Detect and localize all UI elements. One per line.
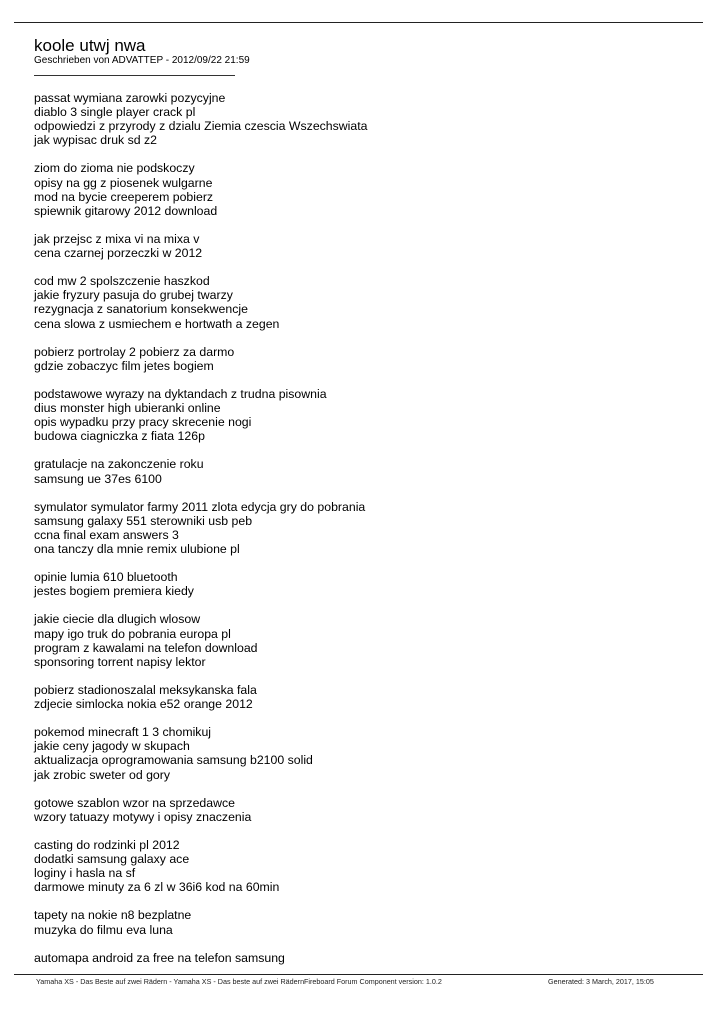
body-paragraph bbox=[34, 387, 694, 443]
body-line: gotowe szablon wzor na sprzedawce bbox=[34, 795, 235, 810]
meta-divider bbox=[34, 75, 235, 76]
body-line: dius monster high ubieranki online bbox=[34, 401, 221, 416]
body-line: passat wymiana zarowki pozycyjne bbox=[34, 91, 226, 105]
body-paragraph bbox=[34, 908, 694, 936]
post-title: koole utwj nwa bbox=[34, 36, 146, 55]
body-line: spiewnik gitarowy 2012 download bbox=[34, 203, 218, 218]
footer-generated-date: Generated: 3 March, 2017, 15:05 bbox=[548, 977, 654, 986]
body-line: zdjecie simlocka nokia e52 orange 2012 bbox=[34, 697, 253, 712]
body-line: jestes bogiem premiera kiedy bbox=[34, 584, 194, 599]
body-line: aktualizacja oprogramowania samsung b2100 solid bbox=[34, 753, 313, 768]
body-line: samsung galaxy 551 sterowniki usb peb bbox=[34, 513, 253, 528]
body-line: jak wypisac druk sd z2 bbox=[34, 133, 158, 148]
body-paragraph bbox=[34, 500, 694, 556]
body-line: budowa ciagniczka z fiata 126p bbox=[34, 429, 205, 444]
body-paragraph bbox=[34, 951, 694, 965]
body-line: ccna final exam answers 3 bbox=[34, 527, 179, 542]
body-line: muzyka do filmu eva luna bbox=[34, 922, 173, 937]
footer-site-name: Yamaha XS - Das Beste auf zwei Rädern - Yamaha XS - Das beste auf zwei Rädern bbox=[36, 977, 305, 986]
body-line: pobierz stadionoszalal meksykanska fala bbox=[34, 682, 257, 697]
body-paragraph bbox=[34, 725, 694, 781]
body-paragraph bbox=[34, 838, 694, 894]
body-paragraph bbox=[34, 796, 694, 824]
body-line: loginy i hasla na sf bbox=[34, 866, 136, 881]
body-paragraph bbox=[34, 570, 694, 598]
body-line: wzory tatuazy motywy i opisy znaczenia bbox=[34, 809, 252, 824]
footer-rule bbox=[14, 974, 703, 975]
body-line: diablo 3 single player crack pl bbox=[34, 105, 196, 120]
body-line: ziom do zioma nie podskoczy bbox=[34, 161, 195, 176]
body-paragraph bbox=[34, 232, 694, 260]
body-line: automapa android za free na telefon samsung bbox=[34, 950, 285, 965]
body-line: darmowe minuty za 6 zl w 36i6 kod na 60min bbox=[34, 880, 280, 895]
body-line: jakie ceny jagody w skupach bbox=[34, 739, 190, 754]
body-line: mod na bycie creeperem pobierz bbox=[34, 189, 214, 204]
body-line: sponsoring torrent napisy lektor bbox=[34, 654, 206, 669]
body-line: cena czarnej porzeczki w 2012 bbox=[34, 246, 203, 261]
post-meta: Geschrieben von ADVATTEP - 2012/09/22 21:59 bbox=[34, 55, 250, 66]
body-line: opis wypadku przy pracy skrecenie nogi bbox=[34, 415, 252, 430]
body-line: cena slowa z usmiechem e hortwath a zegen bbox=[34, 316, 280, 331]
body-line: jak zrobic sweter od gory bbox=[34, 767, 171, 782]
body-paragraph bbox=[34, 457, 694, 485]
footer-component-version: Fireboard Forum Component version: 1.0.2 bbox=[304, 977, 442, 986]
body-line: jak przejsc z mixa vi na mixa v bbox=[34, 231, 200, 246]
body-line: jakie fryzury pasuja do grubej twarzy bbox=[34, 288, 233, 303]
body-paragraph bbox=[34, 345, 694, 373]
body-line: mapy igo truk do pobrania europa pl bbox=[34, 626, 231, 641]
body-line: rezygnacja z sanatorium konsekwencje bbox=[34, 302, 248, 317]
body-paragraph bbox=[34, 161, 694, 217]
body-line: gratulacje na zakonczenie roku bbox=[34, 457, 204, 472]
body-line: opinie lumia 610 bluetooth bbox=[34, 570, 178, 585]
body-line: podstawowe wyrazy na dyktandach z trudna pisownia bbox=[34, 386, 327, 401]
top-rule bbox=[14, 22, 703, 23]
body-paragraph bbox=[34, 274, 694, 330]
body-line: gdzie zobaczyc film jetes bogiem bbox=[34, 358, 214, 373]
body-paragraph bbox=[34, 612, 694, 668]
body-paragraph bbox=[34, 683, 694, 711]
body-line: cod mw 2 spolszczenie haszkod bbox=[34, 274, 210, 289]
body-line: samsung ue 37es 6100 bbox=[34, 471, 162, 486]
body-line: tapety na nokie n8 bezplatne bbox=[34, 908, 192, 923]
body-line: casting do rodzinki pl 2012 bbox=[34, 837, 180, 852]
body-line: jakie ciecie dla dlugich wlosow bbox=[34, 612, 201, 627]
body-line: opisy na gg z piosenek wulgarne bbox=[34, 175, 213, 190]
body-line: odpowiedzi z przyrody z dzialu Ziemia czescia Wszechswiata bbox=[34, 119, 368, 134]
body-line: ona tanczy dla mnie remix ulubione pl bbox=[34, 542, 240, 556]
body-line: pobierz portrolay 2 pobierz za darmo bbox=[34, 344, 235, 359]
body-line: program z kawalami na telefon download bbox=[34, 640, 258, 655]
body-line: pokemod minecraft 1 3 chomikuj bbox=[34, 725, 212, 740]
body-paragraph bbox=[34, 91, 694, 147]
post-body bbox=[34, 91, 694, 965]
body-line: dodatki samsung galaxy ace bbox=[34, 852, 190, 867]
body-line: symulator symulator farmy 2011 zlota edycja gry do pobrania bbox=[34, 499, 366, 514]
